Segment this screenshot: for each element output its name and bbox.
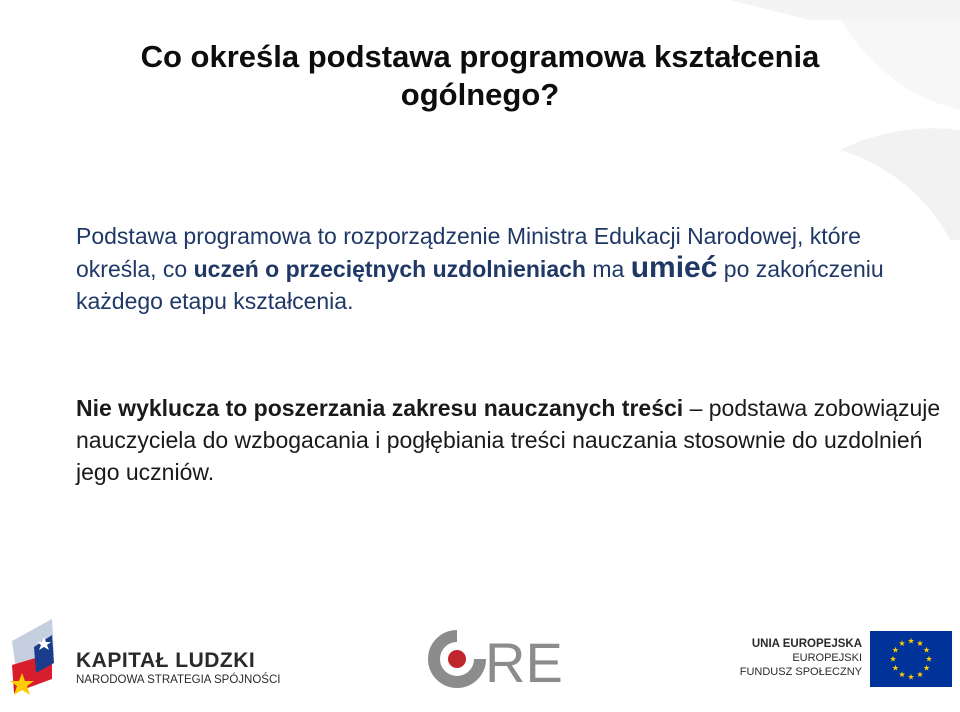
paragraph-extension-text: – podstawa zobowiązuje nauczyciela do wzbogacania i pogłębiania treści nauczania stosownie do uzdolnień jego uczniów.: [76, 395, 941, 485]
eu-fund-label-line1: EUROPEJSKI: [792, 652, 862, 664]
page-title: [0, 38, 960, 114]
kapital-ludzki-flag-icon: [8, 615, 68, 699]
kapital-ludzki-name: KAPITAŁ LUDZKI: [76, 649, 256, 672]
ore-logo-letters: RE: [485, 631, 563, 694]
eu-union-label: UNIA EUROPEJSKA: [751, 638, 862, 650]
title-line-2: ogólnego?: [400, 77, 560, 112]
eu-fund-label-line2: FUNDUSZ SPOŁECZNY: [739, 666, 862, 678]
title-line-1: Co określa podstawa programowa kształcenia: [140, 39, 820, 74]
eu-flag-icon: [870, 631, 952, 687]
paragraph-extension-emphasis: Nie wyklucza to poszerzania zakresu nauczanych treści: [76, 395, 684, 421]
kapital-ludzki-subtitle: NARODOWA STRATEGIA SPÓJNOŚCI: [76, 674, 281, 686]
paragraph-definition-emphasis-big: umieć: [630, 251, 718, 284]
paragraph-definition: [76, 220, 936, 317]
paragraph-definition-text-b: ma: [585, 256, 631, 282]
paragraph-definition-text-c: po zakończeniu każdego etapu kształcenia.: [76, 256, 884, 314]
ore-logo-icon: [425, 627, 563, 694]
paragraph-definition-emphasis: uczeń o przeciętnych uzdolnieniach: [193, 256, 586, 282]
footer-logos: [0, 605, 960, 712]
decorative-corner-shape: [660, 0, 960, 240]
eu-text-block: [720, 637, 862, 679]
paragraph-definition-text-a: Podstawa programowa to rozporządzenie Ministra Edukacji Narodowej, które określa, co: [76, 223, 861, 282]
paragraph-extension: [76, 392, 946, 488]
